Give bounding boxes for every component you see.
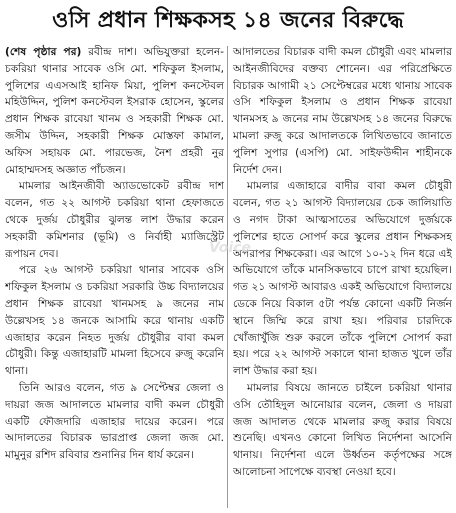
watermark: Voice [208, 240, 252, 256]
body-paragraph: মামলার বিষয়ে জানতে চাইলে চকরিয়া থানার ওসি তৌহিদুল আনোয়ার বলেন, জেলা ও দায়রা জজ আদালত থেকে মামলার রুজু করার বিষয়ে শুনেছি। এখনও কোনো লিখিত নির্দেশনা আসেনি থানায়। নির্দেশনা এলে উর্ধ্বতন কর্তৃপক্ষের সঙ্গে আলোচনা সাপেক্ষে ব্যবস্থা নেওয়া হবে। [233, 381, 452, 478]
column-divider [227, 46, 228, 508]
body-paragraph: পরে ২৬ আগস্ট চকরিয়া থানার সাবেক ওসি শফিকুল ইসলাম ও চকরিয়া সরকারি উচ্চ বিদ্যালয়ের প্রধান শিক্ষক রাবেয়া খানমসহ ৯ জনের নাম উল্লেখসহ ১৪ জনকে আসামি করে থানায় একটি এজাহার করেন নিহত দুর্জয় চৌধুরীর বাবা কমল চৌধুরী। কিন্তু এজাহারটি মামলা হিসেবে রুজু করেনি থানা। [5, 264, 224, 378]
continued-label: (শেষ পৃষ্ঠার পর) [5, 46, 82, 58]
body-paragraph: তিনি আরও বলেন, গত ৯ সেপ্টেম্বর জেলা ও দায়রা জজ আদালতে মামলার বাদী কমল চৌধুরী একটি ফৌজদারি এজাহার দায়ের করেন। পরে আদালতের বিচারক ভারপ্রাপ্ত জেলা জজ মো. মামুনুর রশিদ রবিবার শুনানির দিন ধার্য করেন। [5, 381, 224, 462]
body-paragraph: মামলার আইনজীবী অ্যাডভোকেট রবীন্দ্র দাশ বলেন, গত ২২ আগস্ট চকরিয়া থানা হেফাজতে থেকে দুর্জয় চৌধুরীর ঝুলন্ত লাশ উদ্ধার করেন সহকারী কমিশনার (ভূমি) ও নির্বাহী ম্যাজিস্ট্রেট রূপায়ন দেব। [5, 180, 224, 260]
left-column [5, 44, 224, 510]
lead-paragraph-text: রবীন্দ্র দাশ। অভিযুক্তরা হলেন- চকরিয়া থানার সাবেক ওসি মো. শফিকুল ইসলাম, পুলিশের এএসআই হানিফ মিয়া, পুলিশ কনস্টেবল মহিউদ্দিন, পুলিশ কনস্টেবল ইসরাক হোসেন, স্কুলের প্রধান শিক্ষক রাবেয়া খানম ও সহকারী শিক্ষক মো. জসীম উদ্দিন, সহকারী শিক্ষক মোস্তফা কামাল, অফিস সহায়ক মো. পারভেজ, নৈশ প্রহরী নুর মোহাম্মদসহ অজ্ঞাত পাঁচজন। [5, 46, 224, 176]
body-paragraph: আদালতের বিচারক বাদী কমল চৌধুরী এবং মামলার আইনজীবিদের বক্তব্য শোনেন। এর পরিপ্রেক্ষিতে বিচারক আগামী ২১ সেপ্টেম্বরের মধ্যে থানায় সাবেক ওসি শফিকুল ইসলাম ও প্রধান শিক্ষক রাবেয়া খানমসহ ৯ জনের নাম উল্লেখসহ ১৪ জনের বিরুদ্ধে মামলা রুজু করে আদালতকে লিখিতভাবে জানাতে পুলিশ সুপার (এসপি) মো. সাইফউদ্দীন শাহীনকে নির্দেশ দেন। [233, 46, 452, 176]
headline: ওসি প্রধান শিক্ষকসহ ১৪ জনের বিরুদ্ধে [52, 8, 404, 33]
right-column [233, 44, 452, 510]
lead-paragraph [5, 44, 224, 178]
body-paragraph: মামলার এজাহারে বাদীর বাবা কমল চৌধুরী বলেন, গত ২১ আগস্ট বিদ্যালয়ের চেক জালিয়াতি ও নগদ টাকা আত্মসাতের অভিযোগে দুর্জয়কে পুলিশের হাতে সোপর্দ করে স্কুলের প্রধান শিক্ষকসহ অপরাপর শিক্ষকেরা। এর আগে ১০-১২ দিন ধরে এই অভিযোগে তাঁকে মানসিকভাবে চাপে রাখা হয়েছিল। গত ২১ আগস্ট আবারও একই অভিযোগে বিদ্যালয়ে ডেকে নিয়ে বিকাল ৫টা পর্যন্ত কোনো একটি নির্জন স্থানে জিম্মি করে রাখা হয়। পরিবার চারদিকে খোঁজাখুঁজি শুরু করলে তাঁকে পুলিশে সোপর্দ করা হয়। পরে ২২ আগস্ট সকালে থানা হাজত খুলে তাঁর লাশ উদ্ধার করা হয়। [233, 180, 452, 378]
